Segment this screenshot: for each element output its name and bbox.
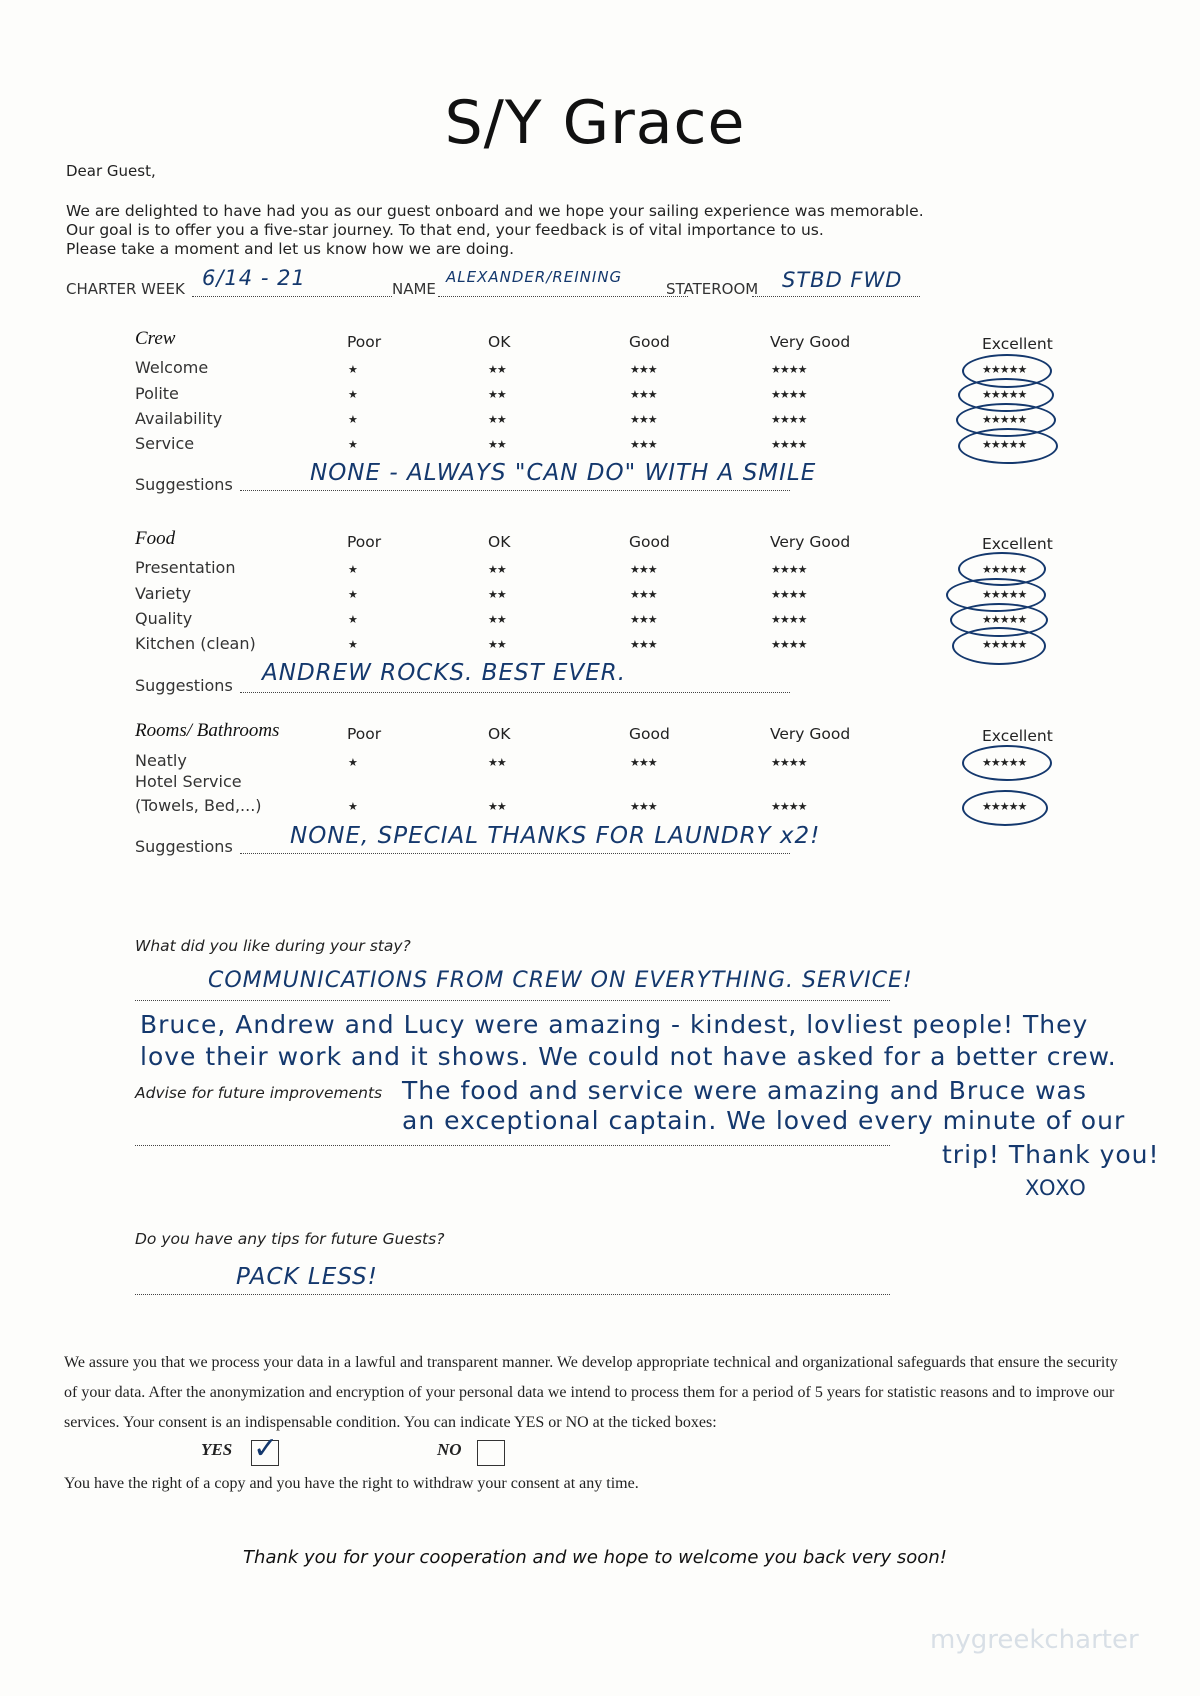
column-ok: OK (488, 333, 511, 351)
rating-row-label: Kitchen (clean) (135, 634, 256, 653)
column-excellent: Excellent (982, 727, 1053, 745)
column-ok: OK (488, 725, 511, 743)
rating-option[interactable]: ★★ (488, 638, 506, 651)
column-poor: Poor (347, 333, 382, 351)
consent-no-label: NO (437, 1440, 462, 1459)
rating-option-selected[interactable]: ★★★★★ (982, 613, 1027, 626)
charter-fields-row (66, 266, 926, 302)
liked-answer-line[interactable]: love their work and it shows. We could not have asked for a better crew. (140, 1042, 1117, 1071)
intro-line: We are delighted to have had you as our guest onboard and we hope your sailing experience was memorable. (66, 202, 924, 220)
rating-option[interactable]: ★ (348, 588, 357, 601)
rating-row-label: Neatly (135, 751, 187, 770)
rating-option[interactable]: ★ (348, 800, 357, 813)
improve-question: Advise for future improvements (135, 1084, 383, 1102)
greeting: Dear Guest, (66, 162, 156, 180)
rating-option[interactable]: ★★★★ (771, 413, 807, 426)
liked-answer-line[interactable]: Bruce, Andrew and Lucy were amazing - kindest, lovliest people! They (140, 1010, 1089, 1039)
rating-option[interactable]: ★★★★ (771, 363, 807, 376)
suggestions-label: Suggestions (135, 475, 233, 494)
rating-option[interactable]: ★★★ (630, 438, 657, 451)
rating-option[interactable]: ★ (348, 563, 357, 576)
rating-option[interactable]: ★★★★ (771, 613, 807, 626)
rating-option-selected[interactable]: ★★★★★ (982, 638, 1027, 651)
rating-row-label: Welcome (135, 358, 209, 377)
tips-line (135, 1294, 890, 1295)
rating-option[interactable]: ★★ (488, 413, 506, 426)
stateroom-label: STATEROOM (666, 280, 759, 298)
improve-answer-line[interactable]: The food and service were amazing and Bruce was (402, 1076, 1087, 1105)
column-very-good: Very Good (770, 533, 851, 551)
column-good: Good (629, 725, 670, 743)
rating-option[interactable]: ★★★★ (771, 438, 807, 451)
rating-option[interactable]: ★ (348, 363, 357, 376)
rating-option[interactable]: ★ (348, 388, 357, 401)
consent-yes-label: YES (201, 1440, 233, 1459)
rating-option-selected[interactable]: ★★★★★ (982, 363, 1027, 376)
rating-option-selected[interactable]: ★★★★★ (982, 756, 1027, 769)
rating-option-selected[interactable]: ★★★★★ (982, 563, 1027, 576)
column-excellent: Excellent (982, 535, 1053, 553)
improve-answer-line[interactable]: trip! Thank you! (942, 1140, 1160, 1169)
rating-option-selected[interactable]: ★★★★★ (982, 388, 1027, 401)
improve-answer-line[interactable]: an exceptional captain. We loved every minute of our (402, 1106, 1126, 1135)
rating-option[interactable]: ★★ (488, 613, 506, 626)
column-good: Good (629, 333, 670, 351)
charter-week-line (192, 296, 392, 297)
rating-row-label: Service (135, 434, 195, 453)
rating-option[interactable]: ★★★★ (771, 638, 807, 651)
column-poor: Poor (347, 533, 382, 551)
rating-option[interactable]: ★★ (488, 563, 506, 576)
charter-week-field[interactable]: 6/14 - 21 (202, 266, 306, 290)
column-ok: OK (488, 533, 511, 551)
column-good: Good (629, 533, 670, 551)
rating-option[interactable]: ★★★★ (771, 563, 807, 576)
rating-row-label: Polite (135, 384, 179, 403)
suggestions-line (240, 490, 790, 491)
rating-option-selected[interactable]: ★★★★★ (982, 413, 1027, 426)
rating-option-selected[interactable]: ★★★★★ (982, 438, 1027, 451)
name-label: NAME (392, 280, 436, 298)
crew-suggestion-field[interactable]: NONE - ALWAYS "CAN DO" WITH A SMILE (310, 460, 817, 486)
column-very-good: Very Good (770, 725, 851, 743)
improve-line (135, 1145, 890, 1146)
name-field[interactable]: ALEXANDER/REINING (446, 268, 623, 286)
selection-circle (952, 627, 1046, 665)
rating-option[interactable]: ★ (348, 413, 357, 426)
rating-option[interactable]: ★★★ (630, 363, 657, 376)
rating-option[interactable]: ★★★★ (771, 800, 807, 813)
stateroom-field[interactable]: STBD FWD (782, 268, 903, 292)
rights-statement: You have the right of a copy and you have the right to withdraw your consent at any time. (64, 1475, 639, 1492)
rating-row-label: Hotel Service (135, 772, 242, 791)
rating-option[interactable]: ★★ (488, 756, 506, 769)
rating-option[interactable]: ★★★★ (771, 588, 807, 601)
selection-circle (962, 790, 1048, 826)
rating-option[interactable]: ★★★ (630, 638, 657, 651)
suggestions-line (240, 692, 790, 693)
privacy-statement: We assure you that we process your data in a lawful and transparent manner. We develop appropriate technical and organizational safeguards that ensure the security of your data. After the anonymization and encryption of your personal data we intend to process them for a period of 5 years for statistic reasons and to improve our services. Your consent is an indispensable condition. You can indicate YES or NO at the ticked boxes: (64, 1354, 1118, 1431)
section-title-food: Food (135, 528, 176, 549)
improve-answer-line[interactable]: XOXO (1025, 1176, 1087, 1200)
rating-option[interactable]: ★★★★ (771, 756, 807, 769)
rooms-suggestion-field[interactable]: NONE, SPECIAL THANKS FOR LAUNDRY x2! (290, 823, 821, 849)
rating-option[interactable]: ★★ (488, 363, 506, 376)
food-suggestion-field[interactable]: ANDREW ROCKS. BEST EVER. (262, 660, 627, 686)
rating-option[interactable]: ★★★ (630, 800, 657, 813)
checkmark-icon: ✓ (253, 1431, 280, 1466)
rating-row-label: Variety (135, 584, 192, 603)
rating-row-label: (Towels, Bed,...) (135, 796, 262, 815)
suggestions-line (240, 853, 790, 854)
selection-circle (958, 428, 1058, 464)
rating-option[interactable]: ★★ (488, 588, 506, 601)
rating-option[interactable]: ★★★★ (771, 388, 807, 401)
consent-yes-checkbox[interactable] (251, 1431, 280, 1466)
section-title-rooms: Rooms/ Bathrooms (135, 720, 280, 741)
rating-option[interactable]: ★★★ (630, 756, 657, 769)
rating-option[interactable]: ★★★ (630, 388, 657, 401)
tips-answer-field[interactable]: PACK LESS! (236, 1264, 378, 1290)
document-title: S/Y Grace (444, 88, 746, 158)
selection-circle (962, 745, 1052, 781)
stateroom-line (752, 296, 920, 297)
rating-row-label: Presentation (135, 558, 236, 577)
rating-row-label: Quality (135, 609, 193, 628)
rating-option[interactable]: ★ (348, 638, 357, 651)
rating-option[interactable]: ★★ (488, 388, 506, 401)
rating-option[interactable]: ★★ (488, 800, 506, 813)
consent-no-checkbox[interactable] (477, 1440, 505, 1466)
rating-option[interactable]: ★★★ (630, 613, 657, 626)
rating-option[interactable]: ★ (348, 756, 357, 769)
section-title-crew: Crew (135, 328, 176, 349)
liked-line (135, 1000, 890, 1001)
column-excellent: Excellent (982, 335, 1053, 353)
rating-row-label: Availability (135, 409, 223, 428)
closing-message: Thank you for your cooperation and we hope to welcome you back very soon! (243, 1547, 947, 1568)
liked-question: What did you like during your stay? (135, 937, 411, 955)
column-very-good: Very Good (770, 333, 851, 351)
suggestions-label: Suggestions (135, 676, 233, 695)
rating-option[interactable]: ★★★ (630, 413, 657, 426)
intro-line: Our goal is to offer you a five-star journey. To that end, your feedback is of vital importance to us. (66, 221, 824, 239)
column-poor: Poor (347, 725, 382, 743)
rating-option[interactable]: ★★★ (630, 563, 657, 576)
suggestions-label: Suggestions (135, 837, 233, 856)
intro-text (66, 202, 966, 259)
watermark-logo: mygreekcharter (930, 1625, 1139, 1655)
intro-line: Please take a moment and let us know how we are doing. (66, 240, 515, 258)
rating-option[interactable]: ★★ (488, 438, 506, 451)
rating-option-selected[interactable]: ★★★★★ (982, 588, 1027, 601)
rating-option[interactable]: ★ (348, 438, 357, 451)
name-line (438, 296, 688, 297)
tips-question: Do you have any tips for future Guests? (135, 1230, 445, 1248)
liked-answer-line[interactable]: COMMUNICATIONS FROM CREW ON EVERYTHING. SERVICE! (208, 968, 913, 993)
rating-option[interactable]: ★ (348, 613, 357, 626)
charter-week-label: CHARTER WEEK (66, 280, 185, 298)
rating-option-selected[interactable]: ★★★★★ (982, 800, 1027, 813)
rating-option[interactable]: ★★★ (630, 588, 657, 601)
